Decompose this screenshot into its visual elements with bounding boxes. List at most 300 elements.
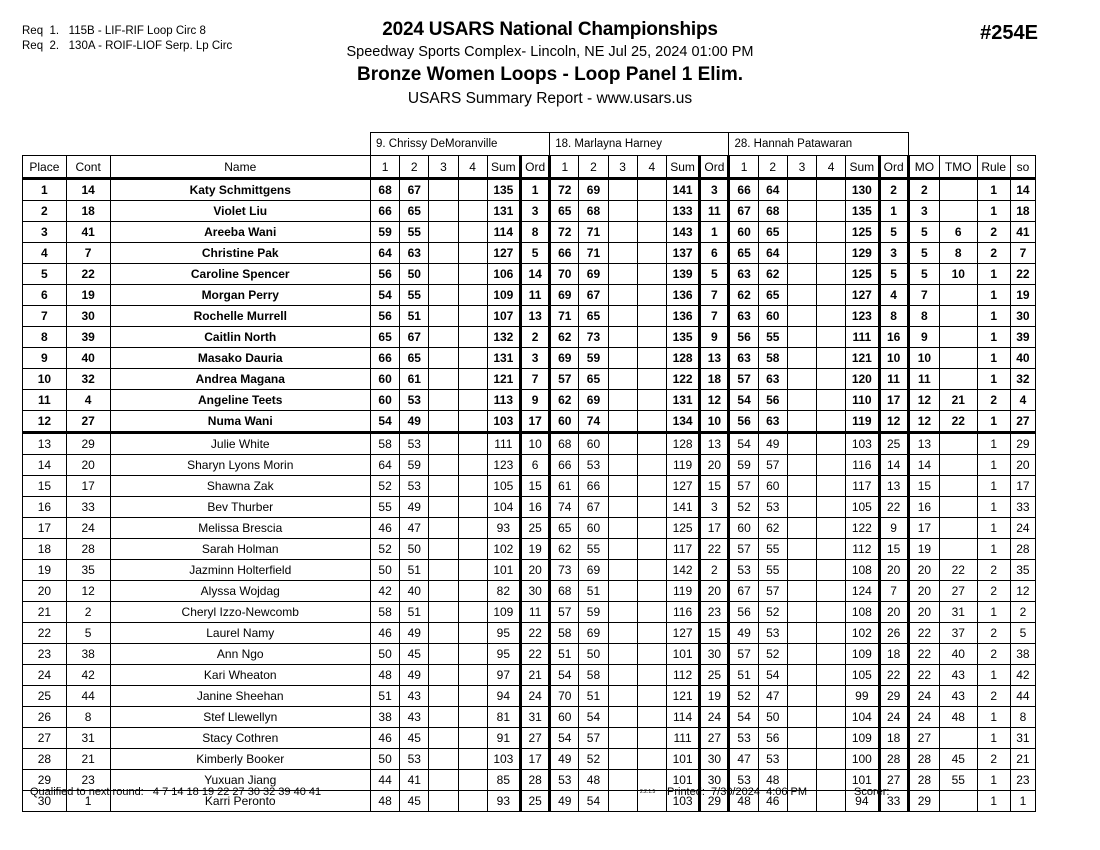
cell-judge1-ord: 25 <box>521 518 550 539</box>
cell-tmo <box>940 348 978 369</box>
cell-judge2-sum: 127 <box>666 476 699 497</box>
cell-judge3-sum: 109 <box>846 644 879 665</box>
cell-judge2-element1: 71 <box>550 306 579 327</box>
cell-tmo <box>940 518 978 539</box>
cell-judge2-sum: 141 <box>666 497 699 518</box>
cell-judge2-element1: 51 <box>550 644 579 665</box>
cell-judge3-element1: 56 <box>729 602 758 623</box>
cell-judge2-element4 <box>637 665 666 686</box>
cell-judge1-element1: 55 <box>370 497 399 518</box>
cell-so: 18 <box>1010 201 1035 222</box>
cell-judge3-sum: 122 <box>846 518 879 539</box>
cell-judge1-ord: 15 <box>521 476 550 497</box>
cell-name: Caitlin North <box>110 327 370 348</box>
cell-so: 23 <box>1010 770 1035 791</box>
header-j1-e1: 1 <box>370 156 399 179</box>
spacer-tmo <box>940 133 978 156</box>
cell-cont: 30 <box>66 306 110 327</box>
cell-judge1-element3 <box>429 476 458 497</box>
header-j1-sum: Sum <box>487 156 520 179</box>
cell-place: 18 <box>23 539 67 560</box>
cell-place: 12 <box>23 411 67 433</box>
cell-judge1-ord: 8 <box>521 222 550 243</box>
cell-judge1-element2: 53 <box>400 433 429 455</box>
cell-judge3-element2: 55 <box>758 539 787 560</box>
cell-judge2-element3 <box>608 369 637 390</box>
cell-judge3-sum: 120 <box>846 369 879 390</box>
cell-judge3-element2: 56 <box>758 728 787 749</box>
page-header <box>0 0 1100 118</box>
cell-judge2-element3 <box>608 749 637 770</box>
cell-rule: 1 <box>977 518 1010 539</box>
cell-judge3-element3 <box>787 644 816 665</box>
cell-judge1-ord: 5 <box>521 243 550 264</box>
cell-judge2-element3 <box>608 560 637 581</box>
cell-cont: 31 <box>66 728 110 749</box>
cell-judge2-ord: 5 <box>700 264 729 285</box>
cell-judge1-element4 <box>458 602 487 623</box>
cell-judge2-ord: 27 <box>700 728 729 749</box>
table-row <box>23 348 1036 369</box>
cell-judge3-element1: 65 <box>729 243 758 264</box>
cell-name: Masako Dauria <box>110 348 370 369</box>
cell-so: 4 <box>1010 390 1035 411</box>
table-row <box>23 455 1036 476</box>
cell-judge3-element4 <box>817 390 846 411</box>
cell-judge1-element2: 41 <box>400 770 429 791</box>
spacer-place <box>23 133 67 156</box>
cell-judge2-sum: 101 <box>666 749 699 770</box>
cell-cont: 33 <box>66 497 110 518</box>
cell-judge1-ord: 25 <box>521 791 550 812</box>
cell-judge1-element1: 65 <box>370 327 399 348</box>
table-row <box>23 560 1036 581</box>
table-row <box>23 306 1036 327</box>
cell-judge2-element2: 71 <box>579 243 608 264</box>
cell-judge3-element3 <box>787 306 816 327</box>
cell-judge3-element2: 54 <box>758 665 787 686</box>
cell-judge3-sum: 102 <box>846 623 879 644</box>
cell-rule: 1 <box>977 791 1010 812</box>
cell-judge3-element1: 54 <box>729 707 758 728</box>
header-j2-e3: 3 <box>608 156 637 179</box>
table-row <box>23 285 1036 306</box>
cell-mo: 24 <box>908 686 939 707</box>
cell-tmo <box>940 433 978 455</box>
cell-judge2-ord: 25 <box>700 665 729 686</box>
cell-judge3-ord: 25 <box>879 433 908 455</box>
cell-judge2-element4 <box>637 707 666 728</box>
cell-judge1-element3 <box>429 306 458 327</box>
cell-so: 17 <box>1010 476 1035 497</box>
cell-rule: 2 <box>977 243 1010 264</box>
cell-judge1-sum: 127 <box>487 243 520 264</box>
cell-judge3-element1: 56 <box>729 327 758 348</box>
cell-judge2-element2: 54 <box>579 791 608 812</box>
cell-judge3-ord: 18 <box>879 644 908 665</box>
cell-judge1-ord: 21 <box>521 665 550 686</box>
cell-mo: 3 <box>908 201 939 222</box>
cell-judge1-sum: 102 <box>487 539 520 560</box>
cell-tmo: 21 <box>940 390 978 411</box>
cell-judge1-element1: 64 <box>370 243 399 264</box>
cell-judge1-sum: 106 <box>487 264 520 285</box>
cell-name: Katy Schmittgens <box>110 179 370 201</box>
cell-tmo <box>940 476 978 497</box>
cell-judge2-sum: 135 <box>666 327 699 348</box>
cell-tmo: 55 <box>940 770 978 791</box>
cell-place: 24 <box>23 665 67 686</box>
cell-judge3-element4 <box>817 411 846 433</box>
cell-rule: 1 <box>977 433 1010 455</box>
cell-so: 21 <box>1010 749 1035 770</box>
spacer-so <box>1010 133 1035 156</box>
cell-mo: 28 <box>908 770 939 791</box>
cell-rule: 2 <box>977 560 1010 581</box>
cell-judge3-element1: 51 <box>729 665 758 686</box>
cell-judge1-element1: 59 <box>370 222 399 243</box>
cell-cont: 14 <box>66 179 110 201</box>
cell-cont: 17 <box>66 476 110 497</box>
cell-rule: 1 <box>977 707 1010 728</box>
cell-judge3-ord: 1 <box>879 201 908 222</box>
cell-judge1-element2: 47 <box>400 518 429 539</box>
cell-rule: 2 <box>977 686 1010 707</box>
cell-judge3-element1: 67 <box>729 581 758 602</box>
cell-judge1-ord: 17 <box>521 749 550 770</box>
cell-judge1-sum: 103 <box>487 749 520 770</box>
cell-judge3-ord: 22 <box>879 665 908 686</box>
cell-judge1-sum: 109 <box>487 602 520 623</box>
table-row <box>23 707 1036 728</box>
header-j1-e2: 2 <box>400 156 429 179</box>
spacer-mo <box>908 133 939 156</box>
cell-judge1-element4 <box>458 179 487 201</box>
cell-so: 19 <box>1010 285 1035 306</box>
judge-1-label: 9. Chrissy DeMoranville <box>370 133 549 156</box>
cell-tmo <box>940 539 978 560</box>
cell-judge3-element3 <box>787 665 816 686</box>
cell-judge3-element3 <box>787 581 816 602</box>
cell-judge3-sum: 103 <box>846 433 879 455</box>
table-row <box>23 243 1036 264</box>
cell-judge1-element2: 50 <box>400 539 429 560</box>
cell-judge1-element4 <box>458 497 487 518</box>
cell-judge2-element3 <box>608 707 637 728</box>
cell-judge1-element2: 67 <box>400 327 429 348</box>
cell-mo: 22 <box>908 644 939 665</box>
cell-judge2-ord: 6 <box>700 243 729 264</box>
cell-judge3-element4 <box>817 497 846 518</box>
cell-judge2-element2: 48 <box>579 770 608 791</box>
cell-judge3-element3 <box>787 179 816 201</box>
cell-mo: 22 <box>908 623 939 644</box>
cell-judge1-element2: 40 <box>400 581 429 602</box>
cell-judge3-sum: 110 <box>846 390 879 411</box>
cell-judge3-element3 <box>787 285 816 306</box>
cell-mo: 2 <box>908 179 939 201</box>
cell-judge3-sum: 109 <box>846 728 879 749</box>
table-row <box>23 623 1036 644</box>
cell-so: 29 <box>1010 433 1035 455</box>
cell-judge2-sum: 134 <box>666 411 699 433</box>
cell-rule: 1 <box>977 455 1010 476</box>
cell-name: Sharyn Lyons Morin <box>110 455 370 476</box>
cell-judge1-element1: 54 <box>370 285 399 306</box>
cell-judge1-element3 <box>429 201 458 222</box>
cell-rule: 2 <box>977 581 1010 602</box>
cell-name: Morgan Perry <box>110 285 370 306</box>
cell-judge3-element2: 46 <box>758 791 787 812</box>
cell-judge2-element1: 69 <box>550 285 579 306</box>
cell-judge2-ord: 23 <box>700 602 729 623</box>
cell-judge2-element2: 55 <box>579 539 608 560</box>
cell-judge2-element4 <box>637 539 666 560</box>
cell-judge1-element3 <box>429 390 458 411</box>
cell-cont: 18 <box>66 201 110 222</box>
cell-judge3-ord: 20 <box>879 602 908 623</box>
cell-cont: 32 <box>66 369 110 390</box>
cell-judge1-sum: 81 <box>487 707 520 728</box>
cell-tmo <box>940 327 978 348</box>
cell-judge3-element3 <box>787 348 816 369</box>
cell-judge2-element4 <box>637 728 666 749</box>
cell-judge3-element2: 56 <box>758 390 787 411</box>
header-j3-e4: 4 <box>817 156 846 179</box>
cell-so: 7 <box>1010 243 1035 264</box>
cell-judge2-element3 <box>608 285 637 306</box>
cell-name: Laurel Namy <box>110 623 370 644</box>
cell-name: Jazminn Holterfield <box>110 560 370 581</box>
judge-panel-row <box>23 133 1036 156</box>
table-row <box>23 497 1036 518</box>
cell-judge2-ord: 17 <box>700 518 729 539</box>
cell-judge3-element1: 48 <box>729 791 758 812</box>
cell-cont: 2 <box>66 602 110 623</box>
cell-name: Cheryl Izzo-Newcomb <box>110 602 370 623</box>
cell-judge2-element2: 71 <box>579 222 608 243</box>
cell-tmo: 31 <box>940 602 978 623</box>
cell-judge2-element2: 54 <box>579 707 608 728</box>
header-j2-e1: 1 <box>550 156 579 179</box>
header-j1-ord: Ord <box>521 156 550 179</box>
cell-rule: 1 <box>977 327 1010 348</box>
cell-judge1-ord: 1 <box>521 179 550 201</box>
cell-judge2-element3 <box>608 665 637 686</box>
cell-judge1-element3 <box>429 539 458 560</box>
cell-judge2-element4 <box>637 455 666 476</box>
cell-mo: 7 <box>908 285 939 306</box>
cell-judge3-element1: 47 <box>729 749 758 770</box>
cell-so: 14 <box>1010 179 1035 201</box>
cell-so: 44 <box>1010 686 1035 707</box>
cell-judge2-element1: 60 <box>550 411 579 433</box>
cell-judge2-ord: 11 <box>700 201 729 222</box>
cell-judge1-element3 <box>429 455 458 476</box>
cell-judge3-element3 <box>787 390 816 411</box>
cell-tmo <box>940 201 978 222</box>
cell-judge3-element3 <box>787 518 816 539</box>
cell-place: 20 <box>23 581 67 602</box>
cell-judge1-ord: 17 <box>521 411 550 433</box>
cell-judge1-element4 <box>458 476 487 497</box>
cell-judge3-sum: 125 <box>846 264 879 285</box>
cell-place: 14 <box>23 455 67 476</box>
cell-judge2-element1: 70 <box>550 686 579 707</box>
cell-judge1-sum: 107 <box>487 306 520 327</box>
cell-judge2-element3 <box>608 390 637 411</box>
cell-judge2-element4 <box>637 644 666 665</box>
cell-judge2-element3 <box>608 602 637 623</box>
cell-judge2-element4 <box>637 201 666 222</box>
cell-judge3-element3 <box>787 749 816 770</box>
cell-judge3-element4 <box>817 369 846 390</box>
cell-judge3-element2: 64 <box>758 243 787 264</box>
cell-so: 2 <box>1010 602 1035 623</box>
cell-judge3-element1: 54 <box>729 390 758 411</box>
cell-judge3-element1: 60 <box>729 222 758 243</box>
cell-judge3-element2: 57 <box>758 455 787 476</box>
cell-judge3-element1: 52 <box>729 686 758 707</box>
cell-judge3-element1: 57 <box>729 539 758 560</box>
cell-judge3-element3 <box>787 497 816 518</box>
cell-cont: 19 <box>66 285 110 306</box>
cell-cont: 39 <box>66 327 110 348</box>
cell-judge1-element4 <box>458 455 487 476</box>
cell-judge1-sum: 95 <box>487 644 520 665</box>
cell-judge3-ord: 12 <box>879 411 908 433</box>
cell-judge1-element3 <box>429 243 458 264</box>
cell-judge3-element2: 63 <box>758 369 787 390</box>
cell-judge2-element2: 65 <box>579 306 608 327</box>
cell-rule: 2 <box>977 749 1010 770</box>
cell-judge2-element3 <box>608 518 637 539</box>
cell-judge1-element1: 44 <box>370 770 399 791</box>
cell-judge2-ord: 2 <box>700 560 729 581</box>
cell-judge2-sum: 122 <box>666 369 699 390</box>
cell-rule: 2 <box>977 644 1010 665</box>
cell-judge2-element2: 66 <box>579 476 608 497</box>
cell-judge3-element2: 65 <box>758 222 787 243</box>
cell-name: Melissa Brescia <box>110 518 370 539</box>
cell-judge1-element4 <box>458 222 487 243</box>
cell-judge2-ord: 15 <box>700 476 729 497</box>
cell-judge2-sum: 136 <box>666 306 699 327</box>
cell-mo: 9 <box>908 327 939 348</box>
cell-judge3-element2: 63 <box>758 411 787 433</box>
cell-judge1-ord: 7 <box>521 369 550 390</box>
cell-judge3-element2: 62 <box>758 518 787 539</box>
cell-judge1-ord: 20 <box>521 560 550 581</box>
event-title: Bronze Women Loops - Loop Panel 1 Elim. <box>356 64 743 85</box>
cell-judge2-element2: 69 <box>579 560 608 581</box>
header-j3-e3: 3 <box>787 156 816 179</box>
cell-judge1-element1: 56 <box>370 264 399 285</box>
cell-judge1-element4 <box>458 411 487 433</box>
cell-judge2-element2: 67 <box>579 497 608 518</box>
cell-judge3-element3 <box>787 602 816 623</box>
cell-judge3-sum: 94 <box>846 791 879 812</box>
table-row <box>23 686 1036 707</box>
cell-place: 29 <box>23 770 67 791</box>
cell-judge1-sum: 94 <box>487 686 520 707</box>
cell-judge2-sum: 143 <box>666 222 699 243</box>
cell-rule: 1 <box>977 539 1010 560</box>
cell-judge2-ord: 9 <box>700 327 729 348</box>
cell-judge2-element4 <box>637 179 666 201</box>
cell-judge3-element4 <box>817 560 846 581</box>
cell-judge3-element2: 65 <box>758 285 787 306</box>
cell-judge3-element2: 53 <box>758 749 787 770</box>
cell-tmo: 22 <box>940 411 978 433</box>
cell-judge1-element1: 58 <box>370 433 399 455</box>
cell-judge3-ord: 5 <box>879 222 908 243</box>
cell-judge3-ord: 22 <box>879 497 908 518</box>
cell-judge3-element4 <box>817 602 846 623</box>
cell-judge2-element1: 62 <box>550 327 579 348</box>
cell-judge2-element4 <box>637 518 666 539</box>
cell-name: Violet Liu <box>110 201 370 222</box>
cell-so: 22 <box>1010 264 1035 285</box>
cell-place: 27 <box>23 728 67 749</box>
cell-judge3-ord: 4 <box>879 285 908 306</box>
cell-judge3-ord: 2 <box>879 179 908 201</box>
table-row <box>23 264 1036 285</box>
cell-judge2-sum: 133 <box>666 201 699 222</box>
cell-so: 41 <box>1010 222 1035 243</box>
cell-judge2-element2: 69 <box>579 390 608 411</box>
cell-cont: 22 <box>66 264 110 285</box>
cell-judge3-element2: 48 <box>758 770 787 791</box>
cell-judge1-element3 <box>429 348 458 369</box>
cell-judge1-element1: 64 <box>370 455 399 476</box>
header-cont: Cont <box>66 156 110 179</box>
cell-judge3-element2: 64 <box>758 179 787 201</box>
cell-judge1-element1: 66 <box>370 201 399 222</box>
cell-judge2-element1: 73 <box>550 560 579 581</box>
table-row <box>23 411 1036 433</box>
cell-tmo: 40 <box>940 644 978 665</box>
cell-tmo <box>940 179 978 201</box>
cell-judge2-ord: 7 <box>700 285 729 306</box>
cell-so: 5 <box>1010 623 1035 644</box>
cell-name: Numa Wani <box>110 411 370 433</box>
cell-judge1-element2: 65 <box>400 201 429 222</box>
cell-judge1-element3 <box>429 497 458 518</box>
cell-judge3-ord: 27 <box>879 770 908 791</box>
cell-judge3-element1: 52 <box>729 497 758 518</box>
cell-judge1-sum: 93 <box>487 518 520 539</box>
cell-judge1-ord: 28 <box>521 770 550 791</box>
cell-judge3-element4 <box>817 581 846 602</box>
table-row <box>23 179 1036 201</box>
spacer-rule <box>977 133 1010 156</box>
cell-judge1-element4 <box>458 728 487 749</box>
cell-judge1-element4 <box>458 623 487 644</box>
cell-cont: 38 <box>66 644 110 665</box>
cell-tmo <box>940 285 978 306</box>
cell-judge3-sum: 108 <box>846 602 879 623</box>
cell-judge1-element4 <box>458 327 487 348</box>
cell-judge2-element2: 59 <box>579 348 608 369</box>
cell-cont: 1 <box>66 791 110 812</box>
cell-judge1-ord: 3 <box>521 348 550 369</box>
printed-timestamp: Printed: 7/30/2024 4:06 PM <box>667 786 808 798</box>
cell-judge2-sum: 112 <box>666 665 699 686</box>
cell-judge1-element4 <box>458 686 487 707</box>
cell-judge3-ord: 20 <box>879 560 908 581</box>
cell-judge3-element1: 57 <box>729 369 758 390</box>
